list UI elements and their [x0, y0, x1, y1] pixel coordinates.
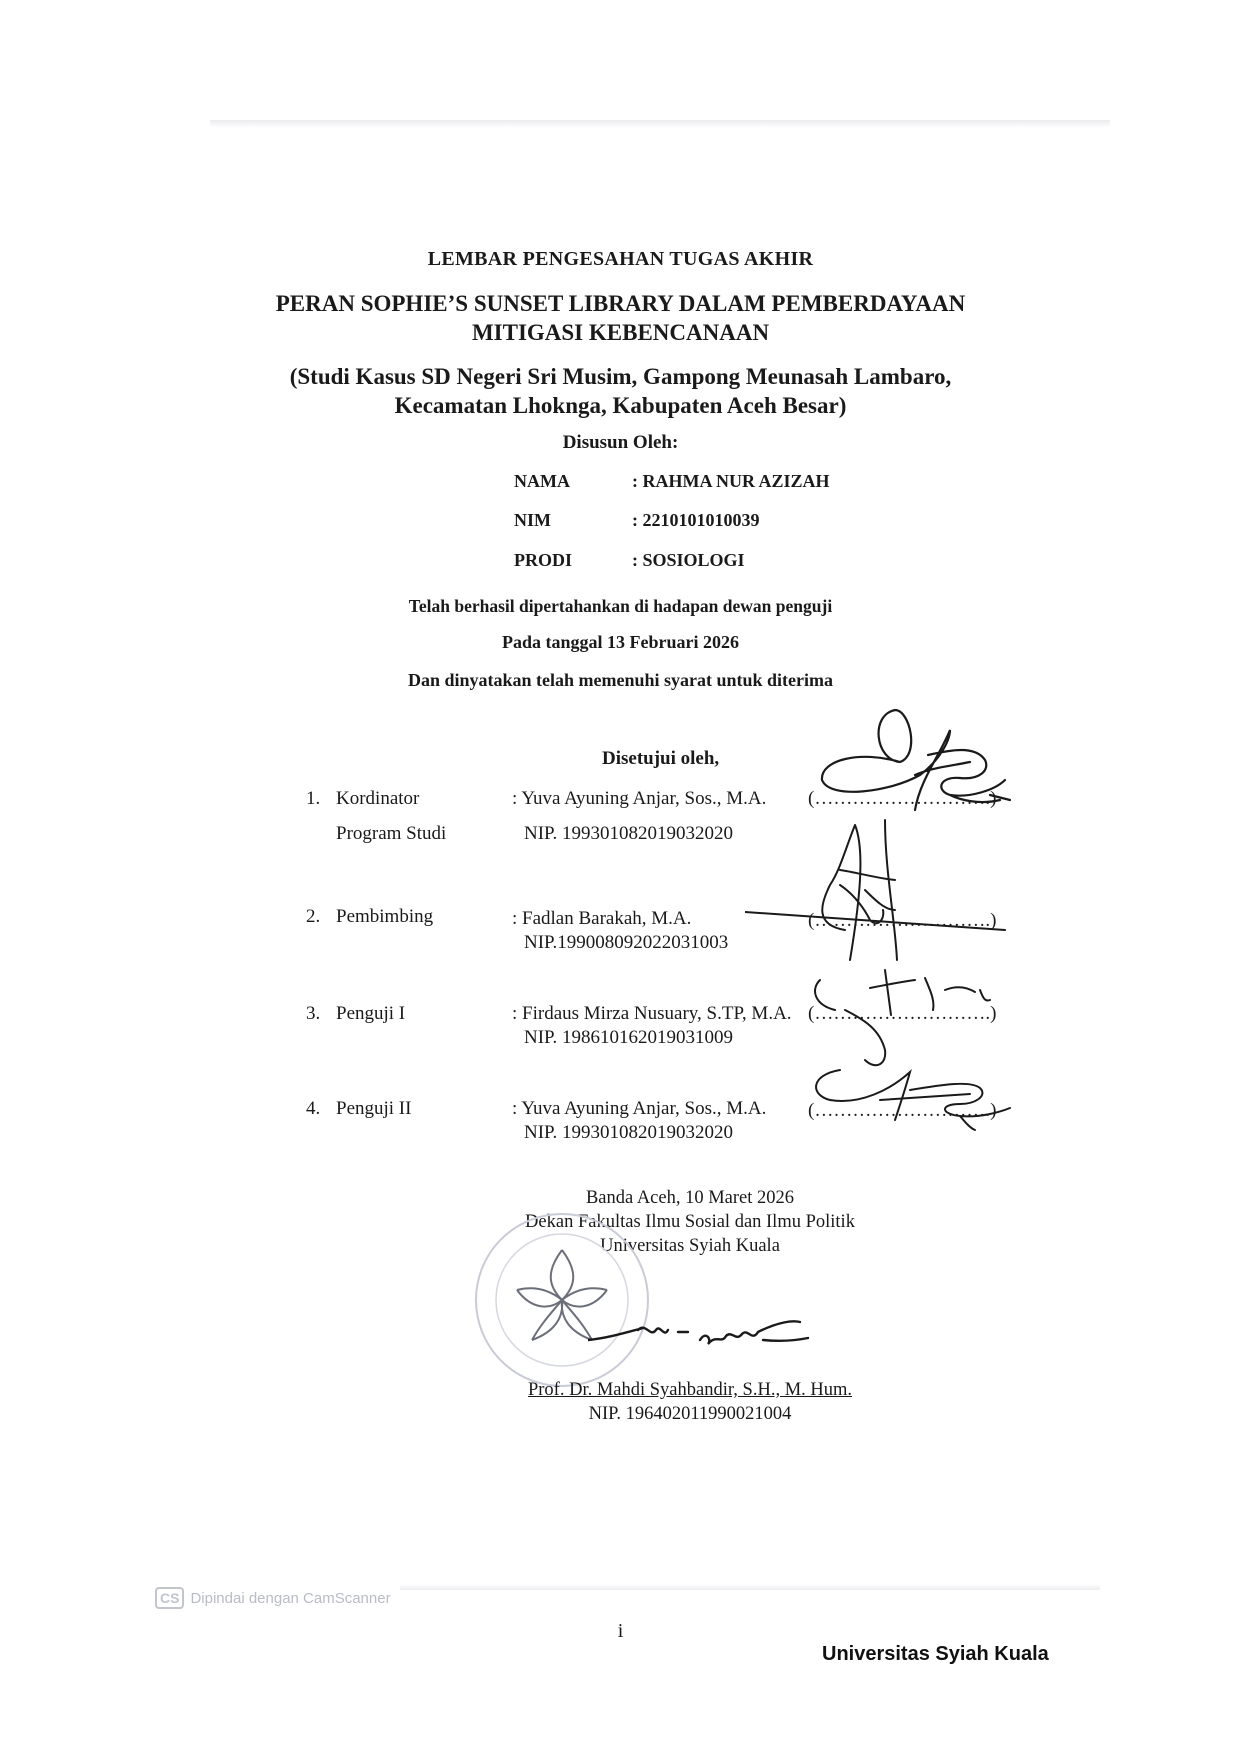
- signature-line: (……………………….): [808, 788, 997, 809]
- approver-nip: NIP.199008092022031003: [524, 932, 729, 953]
- name-label: NAMA: [514, 471, 570, 491]
- nim-value: : 2210101010039: [632, 510, 760, 530]
- compiled-by-label: Disusun Oleh:: [562, 432, 679, 453]
- thesis-title-line: PERAN SOPHIE’S SUNSET LIBRARY DALAM PEMBERDAYAAN: [275, 291, 966, 316]
- signing-place-date: Banda Aceh, 10 Maret 2026: [585, 1188, 795, 1208]
- defense-statement: Telah berhasil dipertahankan di hadapan dewan penguji: [408, 596, 833, 616]
- approval-role: Penguji I: [336, 1003, 406, 1024]
- prodi-value: : SOSIOLOGI: [632, 550, 745, 570]
- page-number: i: [617, 1620, 624, 1642]
- approver-name: : Yuva Ayuning Anjar, Sos., M.A.: [512, 788, 767, 809]
- approver-name: : Yuva Ayuning Anjar, Sos., M.A.: [512, 1098, 767, 1119]
- approval-role-line2: Program Studi: [336, 823, 447, 844]
- scan-edge-shadow: [210, 120, 1110, 128]
- signature-line: (……………………….): [808, 1100, 997, 1121]
- camscanner-icon: CS: [155, 1587, 184, 1609]
- approval-number: 2.: [306, 906, 321, 927]
- signature-line: (……………………….): [808, 1003, 997, 1024]
- university-stamp: [462, 1210, 662, 1390]
- dean-position: Dekan Fakultas Ilmu Sosial dan Ilmu Politik: [525, 1212, 855, 1232]
- footer-institution: Universitas Syiah Kuala: [822, 1643, 1049, 1665]
- camscanner-watermark: [155, 1587, 391, 1609]
- approver-nip: NIP. 198610162019031009: [524, 1027, 734, 1048]
- approval-number: 4.: [306, 1098, 321, 1119]
- approval-role: Kordinator: [336, 788, 420, 809]
- scan-edge-shadow: [400, 1584, 1100, 1590]
- thesis-subtitle-line: Kecamatan Lhoknga, Kabupaten Aceh Besar): [394, 393, 847, 418]
- defense-date: Pada tanggal 13 Februari 2026: [502, 632, 739, 652]
- dean-name: Prof. Dr. Mahdi Syahbandir, S.H., M. Hum.: [527, 1380, 853, 1400]
- approver-name: : Firdaus Mirza Nusuary, S.TP, M.A.: [512, 1003, 792, 1024]
- dean-university: Universitas Syiah Kuala: [600, 1236, 780, 1256]
- camscanner-text: Dipindai dengan CamScanner: [190, 1589, 391, 1607]
- prodi-label: PRODI: [514, 550, 572, 570]
- approver-name: : Fadlan Barakah, M.A.: [512, 908, 692, 929]
- document-heading: LEMBAR PENGESAHAN TUGAS AKHIR: [427, 248, 814, 270]
- approver-nip: NIP. 199301082019032020: [524, 1122, 734, 1143]
- approver-nip: NIP. 199301082019032020: [524, 823, 734, 844]
- approved-by-label: Disetujui oleh,: [602, 748, 720, 769]
- acceptance-statement: Dan dinyatakan telah memenuhi syarat untuk diterima: [407, 670, 834, 690]
- approval-number: 3.: [306, 1003, 321, 1024]
- thesis-title-line: MITIGASI KEBENCANAAN: [471, 320, 770, 345]
- thesis-subtitle: [0, 362, 1241, 420]
- approval-number: 1.: [306, 788, 321, 809]
- signature-line: (……………………….): [808, 910, 997, 931]
- approval-role: Pembimbing: [336, 906, 434, 927]
- thesis-subtitle-line: (Studi Kasus SD Negeri Sri Musim, Gampong Meunasah Lambaro,: [289, 364, 952, 389]
- nim-label: NIM: [514, 510, 551, 530]
- approval-role: Penguji II: [336, 1098, 412, 1119]
- dean-nip: NIP. 196402011990021004: [588, 1404, 792, 1424]
- name-value: : RAHMA NUR AZIZAH: [632, 471, 830, 491]
- thesis-title: [0, 289, 1241, 347]
